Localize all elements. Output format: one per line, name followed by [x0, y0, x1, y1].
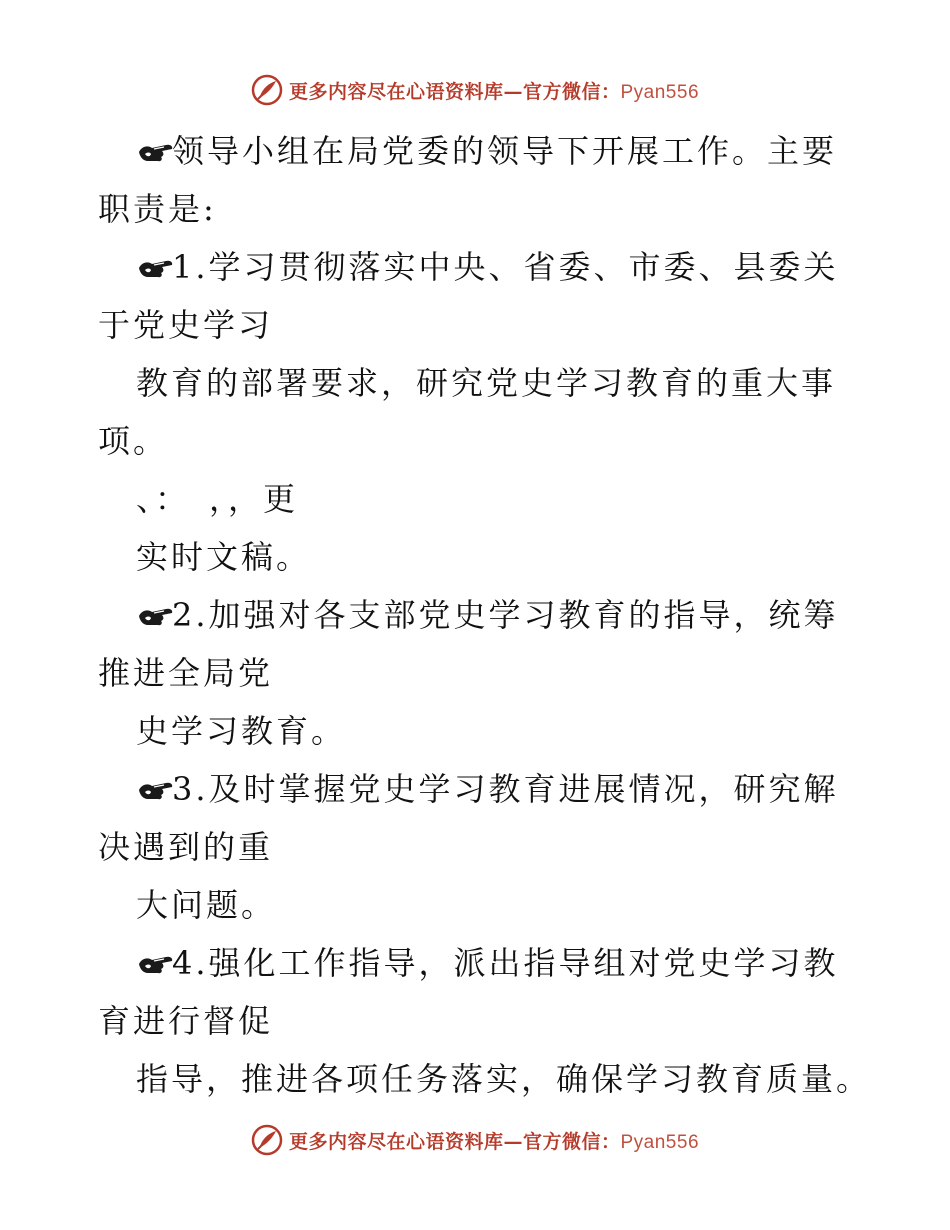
document-body: [98, 122, 872, 1108]
pointing-hand-icon: [136, 774, 176, 802]
paragraph-fragment-cont: [98, 528, 838, 586]
paragraph-item-3-cont: [98, 876, 838, 934]
quill-logo-icon: [251, 74, 283, 106]
body-line-15: 4.强化工作指导，派出指导组对党史学习教: [172, 944, 839, 982]
paragraph-item-4-cont: [98, 1050, 872, 1108]
pointing-hand-icon: [136, 252, 176, 280]
paragraph-fragment: [98, 470, 838, 528]
body-line-8: 实时文稿。: [136, 538, 312, 576]
paragraph-item-2-cont: [98, 644, 838, 702]
body-line-9: 2.加强对各支部党史学习教育的指导，统筹: [172, 596, 839, 634]
footer-banner-cn: 更多内容尽在心语资料库—官方微信：: [288, 1130, 621, 1153]
body-line-14: 大问题。: [136, 886, 277, 924]
pointing-hand-icon: [136, 600, 176, 628]
body-line-5: 教育的部署要求，研究党史学习教育的重大事: [136, 364, 837, 402]
header-banner: [0, 70, 950, 110]
footer-banner: [0, 1120, 950, 1160]
paragraph-intro-cont: [98, 180, 838, 238]
body-line-1: 领导小组在局党委的领导下开展工作。主要: [172, 132, 838, 170]
header-banner-cn: 更多内容尽在心语资料库—官方微信：: [288, 80, 621, 103]
body-line-11: 史学习教育。: [136, 712, 347, 750]
paragraph-item-1-cont: [98, 296, 838, 354]
paragraph-item-4-cont: [98, 992, 838, 1050]
body-line-12: 3.及时掌握党史学习教育进展情况，研究解: [172, 770, 839, 808]
footer-banner-wechat-id: Pyan556: [620, 1131, 700, 1153]
body-line-3: 1.学习贯彻落实中央、省委、市委、县委关: [172, 248, 839, 286]
paragraph-item-3: [98, 760, 838, 818]
body-line-17: 指导，推进各项任务落实，确保学习教育质量。: [136, 1060, 872, 1098]
paragraph-item-1-cont: [98, 354, 838, 412]
pointing-hand-icon: [136, 948, 176, 976]
body-line-16: 育进行督促: [98, 1002, 274, 1040]
pointing-hand-icon: [136, 136, 176, 164]
header-banner-text: [289, 77, 699, 104]
paragraph-item-1-cont: [98, 412, 838, 470]
footer-banner-text: [289, 1127, 699, 1154]
body-line-7: 、： ，，更: [136, 480, 299, 518]
body-line-13: 决遇到的重: [98, 828, 274, 866]
body-line-4: 于党史学习: [98, 306, 274, 344]
paragraph-item-2-cont: [98, 702, 838, 760]
quill-logo-icon: [251, 1124, 283, 1156]
paragraph-item-3-cont: [98, 818, 838, 876]
header-banner-wechat-id: Pyan556: [620, 81, 700, 103]
body-line-2: 职责是:: [98, 190, 217, 228]
paragraph-item-1: [98, 238, 838, 296]
body-line-10: 推进全局党: [98, 654, 274, 692]
body-line-6: 项。: [98, 422, 169, 460]
paragraph-intro: [98, 122, 838, 180]
paragraph-item-2: [98, 586, 838, 644]
paragraph-item-4: [98, 934, 838, 992]
